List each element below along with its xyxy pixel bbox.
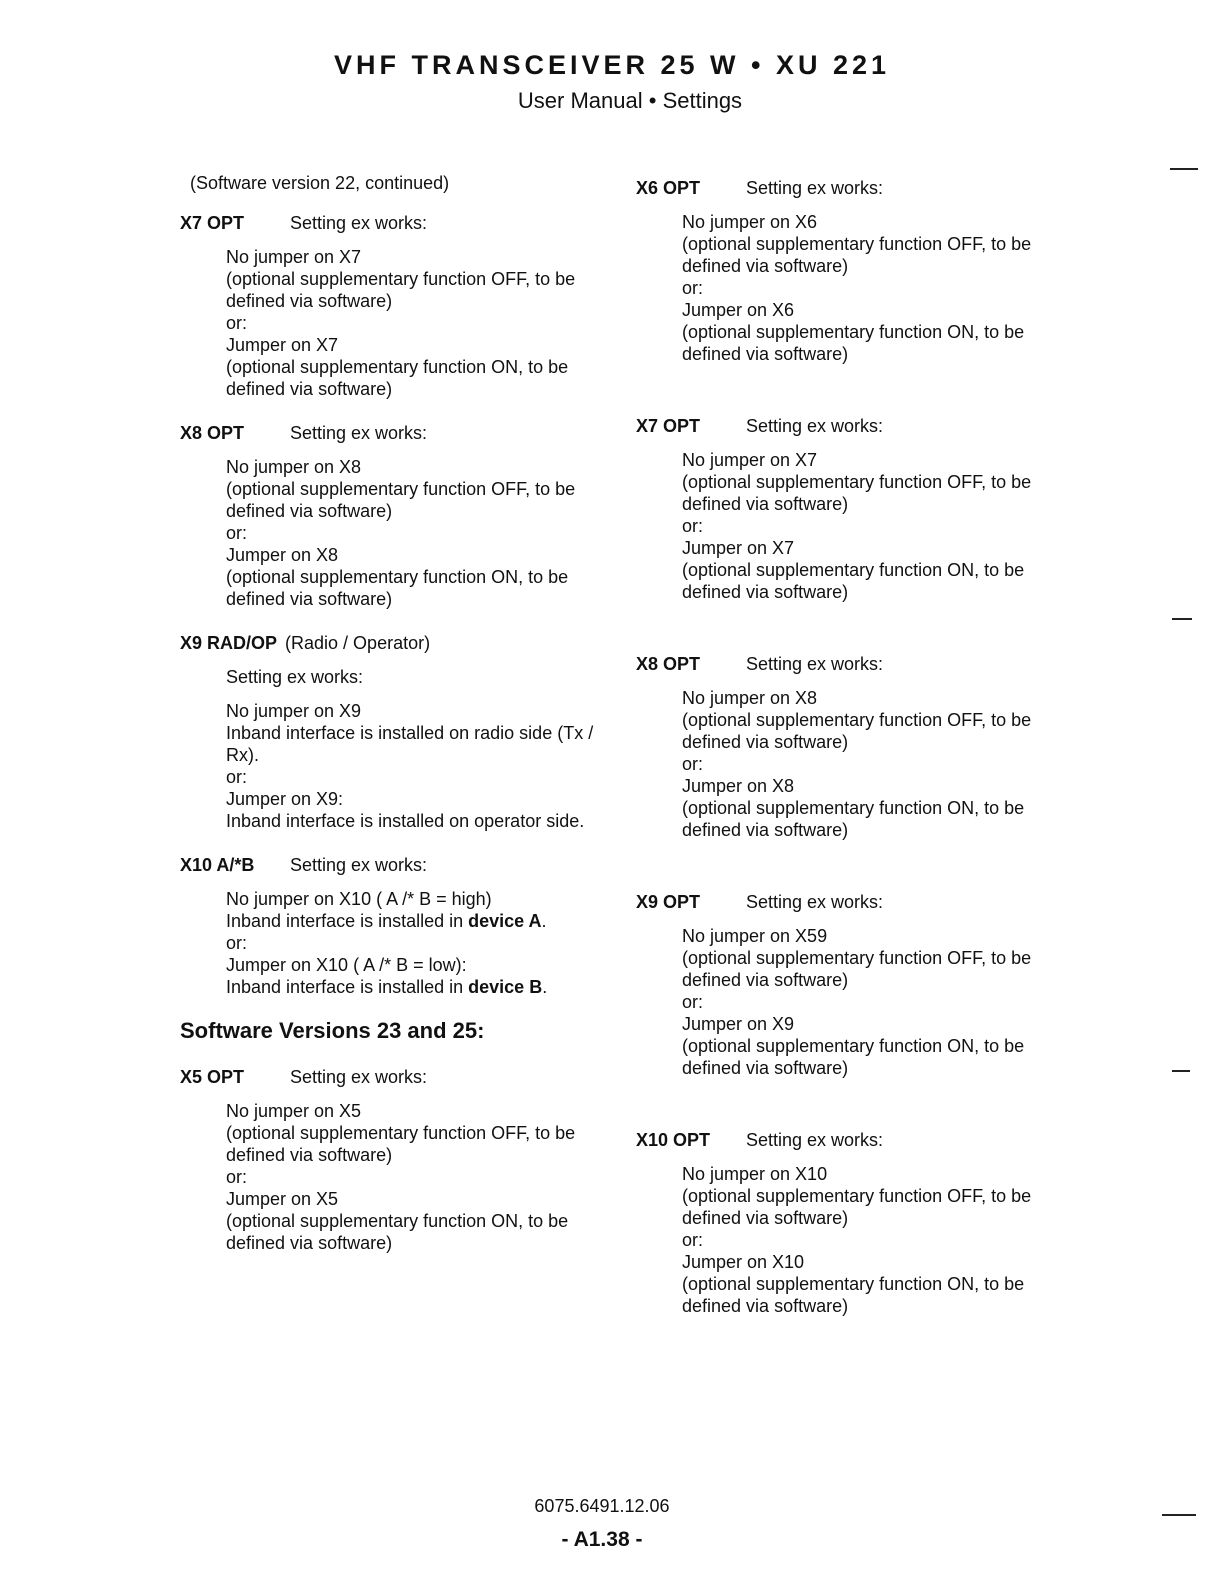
- default-line: No jumper on X7: [226, 247, 362, 267]
- margin-mark: [1172, 618, 1192, 620]
- default-desc: (optional supplementary function OFF, to be defined via software): [682, 948, 1032, 990]
- default-desc: (optional supplementary function OFF, to be defined via software): [226, 1123, 576, 1165]
- alt-desc: (optional supplementary function ON, to be defined via software): [226, 567, 569, 609]
- jumper-key: X10 OPT: [636, 1130, 711, 1150]
- setting-label: Setting ex works:: [746, 416, 884, 436]
- setting-label: Setting ex works:: [746, 654, 884, 674]
- jumper-key: X7 OPT: [636, 416, 701, 436]
- or-label: or:: [226, 523, 248, 543]
- default-line: No jumper on X9: [226, 701, 362, 721]
- left-column: [180, 172, 625, 1276]
- alt-line: Jumper on X8: [226, 545, 339, 565]
- alt-line: Jumper on X10 ( A /* B = low):: [226, 955, 467, 975]
- alt-line: Jumper on X6: [682, 300, 795, 320]
- jumper-key: X8 OPT: [636, 654, 701, 674]
- or-label: or:: [682, 754, 704, 774]
- default-line: No jumper on X7: [682, 450, 818, 470]
- setting-label: Setting ex works:: [746, 892, 884, 912]
- section-x9-rad-op: [180, 632, 625, 832]
- or-label: or:: [226, 1167, 248, 1187]
- section-x7-opt-left: [180, 212, 625, 400]
- section-x10-opt: [636, 1129, 1081, 1317]
- alt-line: Jumper on X9:: [226, 789, 344, 809]
- alt-desc: (optional supplementary function ON, to be defined via software): [682, 322, 1025, 364]
- section-x8-opt-left: [180, 422, 625, 610]
- section-x8-opt-right: [636, 653, 1081, 841]
- or-label: or:: [226, 933, 248, 953]
- alt-desc: Inband interface is installed on operator side.: [226, 811, 585, 831]
- or-label: or:: [682, 992, 704, 1012]
- alt-line: Jumper on X7: [226, 335, 339, 355]
- default-desc: (optional supplementary function OFF, to be defined via software): [226, 269, 576, 311]
- right-column: [636, 177, 1081, 1339]
- setting-label: Setting ex works:: [290, 213, 428, 233]
- continued-note: (Software version 22, continued): [190, 173, 450, 193]
- or-label: or:: [682, 278, 704, 298]
- alt-desc: (optional supplementary function ON, to be defined via software): [226, 1211, 569, 1253]
- section-x9-opt: [636, 891, 1081, 1079]
- or-label: or:: [682, 1230, 704, 1250]
- setting-label: Setting ex works:: [290, 1067, 428, 1087]
- or-label: or:: [226, 313, 248, 333]
- alt-desc: (optional supplementary function ON, to be defined via software): [682, 798, 1025, 840]
- or-label: or:: [226, 767, 248, 787]
- jumper-key: X10 A/*B: [180, 855, 255, 875]
- page-number: - A1.38 -: [561, 1528, 643, 1551]
- alt-line: Jumper on X10: [682, 1252, 805, 1272]
- jumper-key: X6 OPT: [636, 178, 701, 198]
- default-desc: (optional supplementary function OFF, to be defined via software): [682, 234, 1032, 276]
- default-desc: (optional supplementary function OFF, to be defined via software): [682, 1186, 1032, 1228]
- default-desc: (optional supplementary function OFF, to be defined via software): [682, 710, 1032, 752]
- default-line: No jumper on X8: [682, 688, 818, 708]
- setting-label: Setting ex works:: [746, 1130, 884, 1150]
- alt-desc: Inband interface is installed in device B.: [226, 977, 548, 997]
- default-line: No jumper on X10: [682, 1164, 828, 1184]
- alt-line: Jumper on X7: [682, 538, 795, 558]
- alt-line: Jumper on X8: [682, 776, 795, 796]
- jumper-key: X7 OPT: [180, 213, 245, 233]
- setting-label: Setting ex works:: [746, 178, 884, 198]
- document-subtitle: User Manual • Settings: [517, 88, 743, 113]
- section-x6-opt: [636, 177, 1081, 365]
- default-line: No jumper on X6: [682, 212, 818, 232]
- alt-desc: (optional supplementary function ON, to be defined via software): [226, 357, 569, 399]
- default-line: No jumper on X5: [226, 1101, 362, 1121]
- alt-line: Jumper on X9: [682, 1014, 795, 1034]
- default-desc: Inband interface is installed on radio side (Tx / Rx).: [226, 723, 594, 765]
- default-line: No jumper on X59: [682, 926, 828, 946]
- default-line: No jumper on X10 ( A /* B = high): [226, 889, 492, 909]
- setting-label: Setting ex works:: [290, 855, 428, 875]
- alt-desc: (optional supplementary function ON, to be defined via software): [682, 1036, 1025, 1078]
- jumper-key: X8 OPT: [180, 423, 245, 443]
- section-heading: Software Versions 23 and 25:: [180, 1018, 485, 1043]
- jumper-key: X5 OPT: [180, 1067, 245, 1087]
- setting-label: Setting ex works:: [226, 667, 364, 687]
- default-desc: (optional supplementary function OFF, to be defined via software): [682, 472, 1032, 514]
- margin-mark: [1172, 1070, 1190, 1072]
- document-number: 6075.6491.12.06: [534, 1496, 670, 1516]
- alt-line: Jumper on X5: [226, 1189, 339, 1209]
- alt-desc: (optional supplementary function ON, to be defined via software): [682, 560, 1025, 602]
- alt-desc: (optional supplementary function ON, to be defined via software): [682, 1274, 1025, 1316]
- setting-label: Setting ex works:: [290, 423, 428, 443]
- or-label: or:: [682, 516, 704, 536]
- section-x7-opt-right: [636, 415, 1081, 603]
- default-desc: (optional supplementary function OFF, to be defined via software): [226, 479, 576, 521]
- section-x5-opt: [180, 1066, 625, 1254]
- default-line: No jumper on X8: [226, 457, 362, 477]
- jumper-key: X9 RAD/OP: [180, 633, 278, 653]
- default-desc: Inband interface is installed in device A.: [226, 911, 547, 931]
- margin-mark: [1170, 168, 1198, 170]
- jumper-note: (Radio / Operator): [285, 633, 431, 653]
- document-title: VHF TRANSCEIVER 25 W • XU 221: [333, 50, 891, 80]
- jumper-key: X9 OPT: [636, 892, 701, 912]
- section-x10-ab: [180, 854, 625, 998]
